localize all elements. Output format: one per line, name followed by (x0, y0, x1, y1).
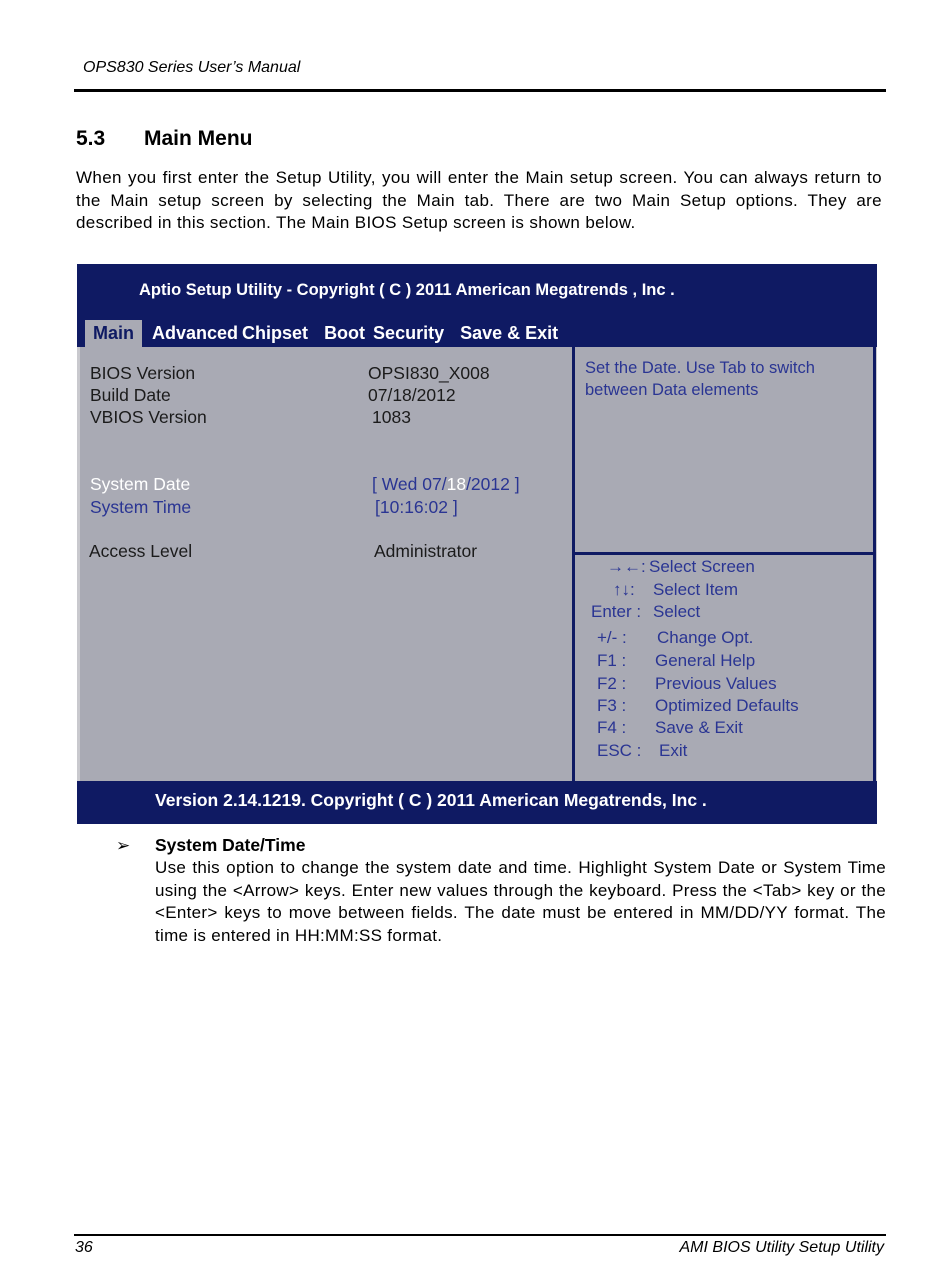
bios-version-value: OPSI830_X008 (368, 363, 490, 383)
key-row: →←: Select Screen (607, 557, 755, 576)
key-row: F1 : General Help (597, 651, 756, 670)
key-row: F4 : Save & Exit (597, 718, 743, 737)
vbios-version-label: VBIOS Version (90, 407, 207, 427)
bullet-body: Use this option to change the system date and time. Highlight System Date or System Time using the <Arrow> keys. Enter new values through the keyboard. Press the <Tab> key or the <Enter> keys to move between fields. The date must be entered in MM/DD/YY format. The time is entered in HH:MM:SS format. (155, 858, 886, 945)
tab-security[interactable]: Security (373, 323, 445, 343)
bios-bottom-bar (77, 781, 877, 824)
key-row: ↑↓: Select Item (613, 580, 739, 599)
tab-chipset[interactable]: Chipset (242, 323, 309, 343)
bullet-title: System Date/Time (155, 835, 306, 855)
bullet-arrow-icon: ➢ (116, 836, 131, 855)
key-arrows-ud-icon: ↑↓: (613, 580, 635, 599)
bios-main-panel (80, 347, 572, 781)
tab-save-exit[interactable]: Save & Exit (460, 323, 559, 343)
tab-advanced[interactable]: Advanced (152, 323, 239, 343)
footer-title: AMI BIOS Utility Setup Utility (679, 1239, 884, 1256)
bios-screenshot (77, 264, 877, 824)
page-number: 36 (75, 1239, 93, 1256)
key-arrows-lr-icon: →←: (607, 557, 646, 576)
bios-key-legend (575, 555, 876, 781)
tab-main[interactable]: Main (85, 320, 142, 347)
system-date-day-highlight: 18 (446, 474, 467, 494)
build-date-label: Build Date (90, 385, 171, 405)
system-date-prefix: [ Wed 07/ (372, 474, 447, 494)
system-time-value[interactable]: [10:16:02 ] (375, 497, 458, 517)
page-header-title: OPS830 Series User’s Manual (83, 59, 301, 76)
bios-title: Aptio Setup Utility - Copyright ( C ) 2011 American Megatrends , Inc . (139, 281, 675, 299)
section-intro: When you first enter the Setup Utility, you will enter the Main setup screen. You can always return to the Main setup screen by selecting the Main tab. There are two Main Setup options. They are described in this section. The Main BIOS Setup screen is shown below. (76, 168, 882, 232)
key-row: F2 : Previous Values (597, 674, 777, 693)
section-title: Main Menu (144, 127, 253, 150)
system-date-suffix: /2012 ] (466, 474, 520, 494)
key-row: Enter : Select (591, 602, 701, 621)
bios-footer-text: Version 2.14.1219. Copyright ( C ) 2011 American Megatrends, Inc . (155, 790, 707, 810)
footer-rule (74, 1234, 886, 1236)
header-rule (74, 89, 886, 92)
bios-tab-bar (85, 320, 566, 347)
system-time-label[interactable]: System Time (90, 497, 192, 517)
bios-version-label: BIOS Version (90, 363, 196, 383)
access-level-value: Administrator (374, 541, 478, 561)
key-row: F3 : Optimized Defaults (597, 696, 799, 715)
bios-top-bar (77, 264, 877, 347)
access-level-label: Access Level (89, 541, 193, 561)
build-date-value: 07/18/2012 (368, 385, 456, 405)
tab-boot[interactable]: Boot (324, 323, 366, 343)
key-row: +/- : Change Opt. (597, 628, 754, 647)
system-date-value[interactable] (372, 474, 520, 495)
bios-help-panel (575, 347, 876, 552)
vbios-version-value: 1083 (372, 407, 411, 427)
section-heading (76, 127, 253, 151)
help-text: Set the Date. Use Tab to switch between Data elements (585, 359, 815, 399)
section-number: 5.3 (76, 127, 106, 150)
system-date-label[interactable]: System Date (90, 474, 191, 494)
key-row: ESC : Exit (597, 741, 688, 760)
